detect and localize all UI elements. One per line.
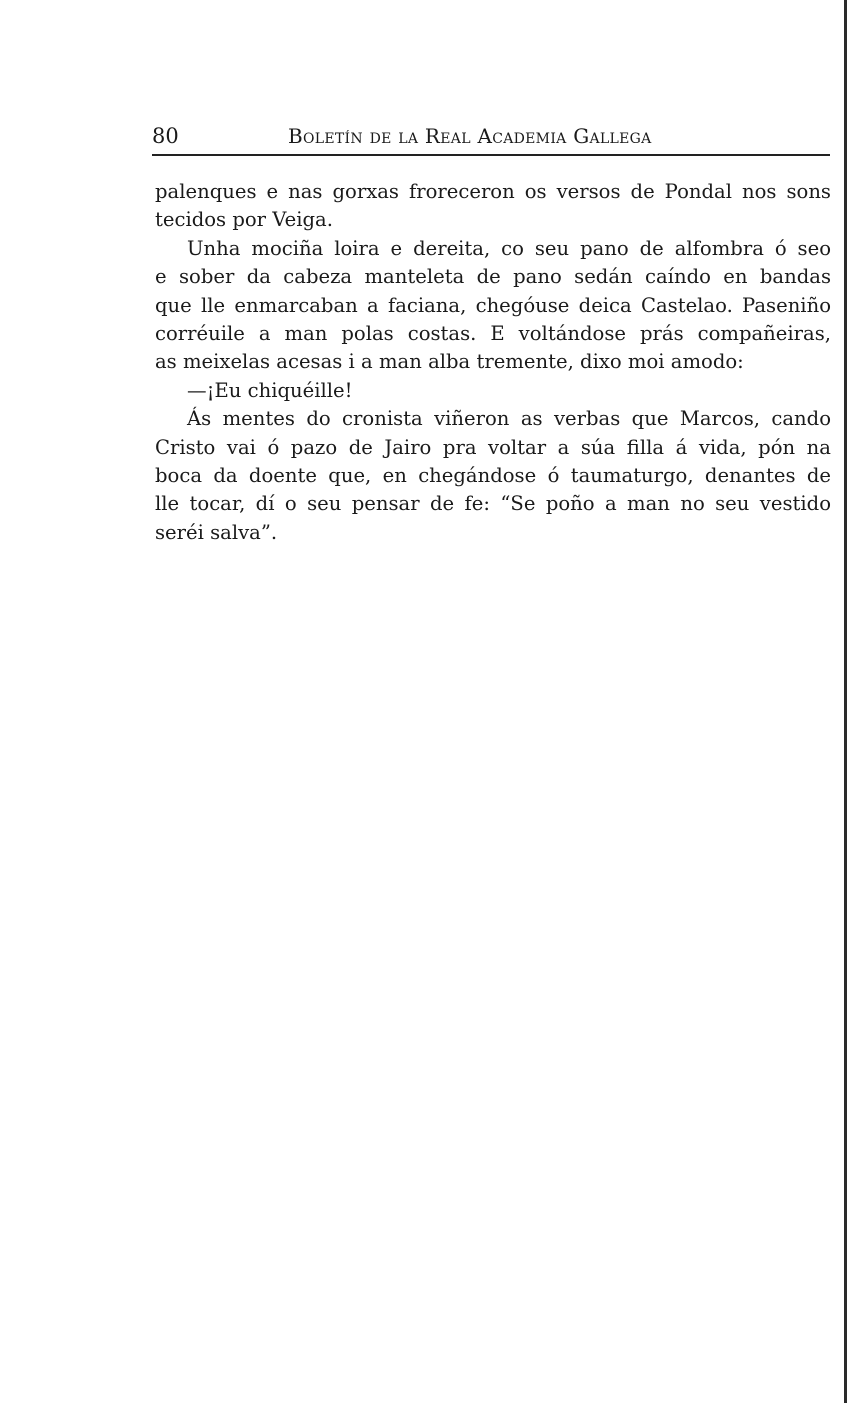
text-line: tecidos por Veiga.: [155, 208, 333, 232]
header-rule: [152, 154, 830, 156]
text-line: —¡Eu chiquéille!: [187, 378, 353, 402]
body-text: [155, 178, 831, 547]
text-line: e sober da cabeza manteleta de pano sedán caíndo en bandas: [155, 265, 831, 289]
text-line: seréi salva”.: [155, 520, 278, 544]
text-line: Ás mentes do cronista viñeron as verbas que Marcos, cando: [187, 407, 831, 431]
text-line: lle tocar, dí o seu pensar de fe: “Se poño a man no seu vestido: [155, 492, 831, 516]
running-title: Boletín de la Real Academia Gallega: [288, 124, 652, 148]
text-line: Cristo vai ó pazo de Jairo pra voltar a súa filla á vida, pón na: [155, 435, 831, 459]
text-line: que lle enmarcaban a faciana, chegóuse deica Castelao. Paseniño: [155, 293, 831, 317]
page-header: [152, 118, 830, 154]
paragraph-4: [155, 405, 831, 547]
paragraph-2: [155, 235, 831, 377]
page-number: 80: [152, 124, 179, 148]
page-edge-shadow: [844, 0, 847, 1403]
text-line: boca da doente que, en chegándose ó taumaturgo, denantes de: [155, 464, 831, 488]
text-line: corréuile a man polas costas. E voltándose prás compañeiras,: [155, 322, 831, 346]
text-line: palenques e nas gorxas froreceron os versos de Pondal nos sons: [155, 180, 831, 203]
text-line: as meixelas acesas i a man alba tremente, dixo moi amodo:: [155, 350, 744, 374]
paragraph-1: [155, 178, 831, 235]
text-line: Unha mociña loira e dereita, co seu pano de alfombra ó seo: [187, 236, 831, 260]
paragraph-3: [155, 377, 831, 405]
